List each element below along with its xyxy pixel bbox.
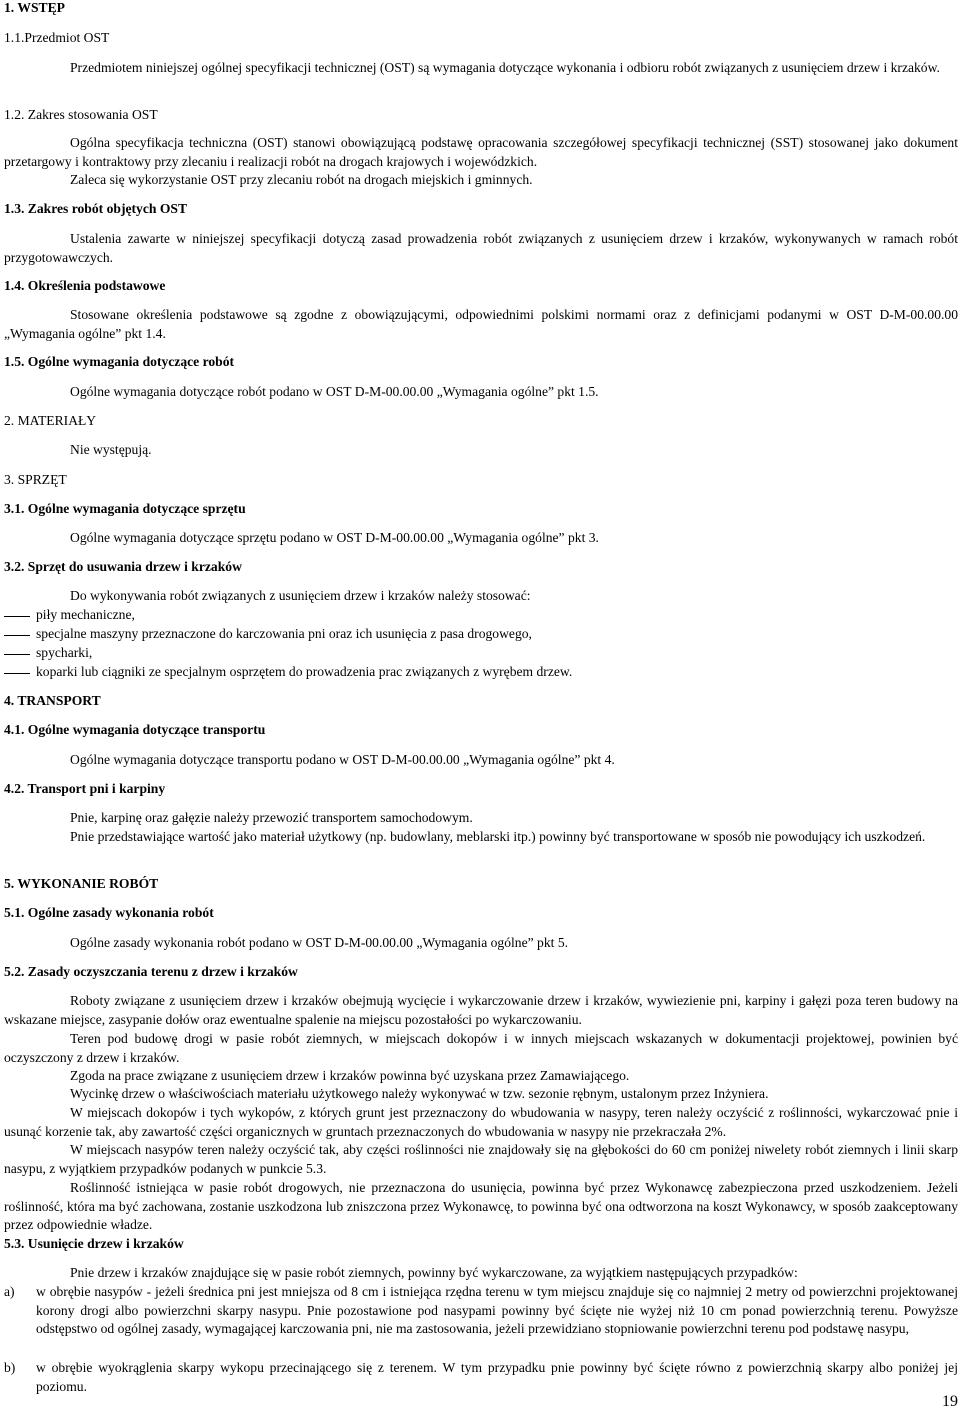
paragraph-zaleca: Zaleca się wykorzystanie OST przy zlecaniu robót na drogach miejskich i gminnych.	[70, 172, 533, 187]
heading-okreslenia: 1.4. Określenia podstawowe	[4, 278, 166, 293]
list-dash	[4, 673, 30, 674]
list-item: specjalne maszyny przeznaczone do karczowania pni oraz ich usunięcia z pasa drogowego,	[36, 626, 532, 641]
list-item: piły mechaniczne,	[36, 607, 135, 622]
list-dash	[4, 654, 30, 655]
paragraph-transport-pni-1: Pnie, karpinę oraz gałęzie należy przewozić transportem samochodowym.	[70, 810, 473, 825]
list-item: koparki lub ciągniki ze specjalnym osprzętem do prowadzenia prac związanych z wyrębem drzew.	[36, 664, 573, 679]
paragraph-oczyszczanie-3: Zgoda na prace związane z usunięciem drzew i krzaków powinna być uzyskana przez Zamawiającego.	[70, 1068, 630, 1083]
paragraph-oczyszczanie-7: Roślinność istniejąca w pasie robót drogowych, nie przeznaczona do usunięcia, powinna być przez Wykonawcę zabezpieczona przed uszkodzeniem. Jeżeli roślinność, która ma być zachowana, zostanie uszkodzona lub zniszczona przez Wykonawcę, to powinna być ona odtworzona na koszt Wykonawcy, w sposób zaakceptowany przez odpowiednie władze.	[4, 1180, 958, 1232]
heading-zasady-oczyszczania: 5.2. Zasady oczyszczania terenu z drzew i krzaków	[4, 964, 298, 979]
page-number: 19	[942, 1393, 958, 1410]
heading-transport: 4. TRANSPORT	[4, 693, 101, 708]
list-label-a: a)	[4, 1284, 15, 1299]
heading-ogolne-wymagania-sprzetu: 3.1. Ogólne wymagania dotyczące sprzętu	[4, 501, 246, 516]
paragraph-oczyszczanie-2: Teren pod budowę drogi w pasie robót ziemnych, w miejscach dokopów i w innych miejscach wskazanych w dokumentacji projektowej, powinien być oczyszczony z drzew i krzaków.	[4, 1031, 958, 1065]
heading-materialy: 2. MATERIAŁY	[4, 413, 97, 428]
paragraph-oczyszczanie-4: Wycinkę drzew o właściwościach materiału użytkowego należy wykonywać w tzw. sezonie rębnym, ustalonym przez Inżyniera.	[70, 1086, 769, 1101]
list-item-b: w obrębie wyokrąglenia skarpy wykopu przecinającego się z terenem. W tym przypadku pnie powinny być ścięte równo z powierzchnią skarpy albo poniżej jej poziomu.	[36, 1360, 958, 1394]
paragraph-usuniecie-drzew: Pnie drzew i krzaków znajdujące się w pasie robót ziemnych, powinny być wykarczowane, za wyjątkiem następujących przypadków:	[70, 1265, 798, 1280]
list-label-b: b)	[4, 1360, 16, 1375]
list-item-a: w obrębie nasypów - jeżeli średnica pni jest mniejsza od 8 cm i istniejąca rzędna terenu w tym miejscu znajduje się co najmniej 2 metry od powierzchni projektowanej korony drogi albo powierzchni skarpy nasypu. Pnie pozostawione pod nasypami powinny być ścięte nie wyżej niż 10 cm ponad powierzchnią terenu. Powyższe odstępstwo od ogólnej zasady, wymagającej karczowania pni, nie ma zastosowania, jeżeli przewidziano stopniowanie powierzchni terenu pod podstawę nasypu,	[36, 1284, 958, 1336]
heading-przedmiot-ost: 1.1.Przedmiot OST	[4, 30, 110, 45]
paragraph-transport-pni-2: Pnie przedstawiające wartość jako materiał użytkowy (np. budowlany, meblarski itp.) powinny być transportowane w sposób nie powodujący ich uszkodzeń.	[70, 829, 926, 844]
paragraph-zakres-robot: Ustalenia zawarte w niniejszej specyfikacji dotyczą zasad prowadzenia robót związanych z usunięciem drzew i krzaków, wykonywanych w ramach robót przygotowawczych.	[4, 231, 958, 265]
paragraph-przedmiot: Przedmiotem niniejszej ogólnej specyfikacji technicznej (OST) są wymagania dotyczące wykonania i odbioru robót związanych z usunięciem drzew i krzaków.	[70, 60, 940, 75]
heading-transport-pni: 4.2. Transport pni i karpiny	[4, 781, 166, 796]
paragraph-oczyszczanie-5: W miejscach dokopów i tych wykopów, z których grunt jest przeznaczony do wbudowania w nasypy, teren należy oczyścić z roślinności, wykarczować pnie i usunąć korzenie tak, aby zawartość części organicznych w gruntach przeznaczonych do wbudowania w nasypy nie przekraczała 2%.	[4, 1105, 958, 1139]
paragraph-oczyszczanie-6: W miejscach nasypów teren należy oczyścić tak, aby części roślinności nie znajdowały się na głębokości do 60 cm poniżej niwelety robót ziemnych i linii skarp nasypu, z wyjątkiem przypadków podanych w punkcie 5.3.	[4, 1142, 958, 1176]
paragraph-okreslenia: Stosowane określenia podstawowe są zgodne z obowiązującymi, odpowiednimi polskimi normami oraz z definicjami podanymi w OST D-M-00.00.00 „Wymagania ogólne” pkt 1.4.	[4, 307, 958, 341]
list-item: spycharki,	[36, 645, 93, 660]
heading-ogolne-wymagania-transportu: 4.1. Ogólne wymagania dotyczące transportu	[4, 722, 266, 737]
paragraph-ogolne-wymagania-transportu: Ogólne wymagania dotyczące transportu podano w OST D-M-00.00.00 „Wymagania ogólne” pkt 4.	[70, 752, 615, 767]
heading-zakres-stosowania: 1.2. Zakres stosowania OST	[4, 107, 158, 122]
heading-ogolne-wymagania-robot: 1.5. Ogólne wymagania dotyczące robót	[4, 354, 235, 369]
heading-usuniecie-drzew: 5.3. Usunięcie drzew i krzaków	[4, 1236, 184, 1251]
paragraph-zakres-stosowania: Ogólna specyfikacja techniczna (OST) stanowi obowiązującą podstawę opracowania szczegółowej specyfikacji technicznej (SST) stosowanej jako dokument przetargowy i kontraktowy przy zlecaniu i realizacji robót na drogach krajowych i wojewódzkich.	[4, 135, 958, 169]
heading-sprzet: 3. SPRZĘT	[4, 472, 67, 487]
paragraph-ogolne-zasady: Ogólne zasady wykonania robót podano w OST D-M-00.00.00 „Wymagania ogólne” pkt 5.	[70, 935, 569, 950]
heading-wstep: 1. WSTĘP	[4, 0, 65, 15]
paragraph-materialy: Nie występują.	[70, 442, 152, 457]
heading-zakres-robot: 1.3. Zakres robót objętych OST	[4, 201, 188, 216]
heading-ogolne-zasady: 5.1. Ogólne zasady wykonania robót	[4, 905, 214, 920]
paragraph-oczyszczanie-1: Roboty związane z usunięciem drzew i krzaków obejmują wycięcie i wykarczowanie drzew i krzaków, wywiezienie pni, karpiny i gałęzi poza teren budowy na wskazane miejsce, zasypanie dołów oraz ewentualne spalenie na miejscu pozostałości po wykarczowaniu.	[4, 993, 958, 1027]
list-dash	[4, 616, 30, 617]
heading-wykonanie-robot: 5. WYKONANIE ROBÓT	[4, 876, 159, 891]
paragraph-ogolne-wymagania-sprzetu: Ogólne wymagania dotyczące sprzętu podano w OST D-M-00.00.00 „Wymagania ogólne” pkt 3.	[70, 530, 599, 545]
paragraph-sprzet-usuwania: Do wykonywania robót związanych z usunięciem drzew i krzaków należy stosować:	[70, 588, 531, 603]
paragraph-ogolne-wymagania-robot: Ogólne wymagania dotyczące robót podano w OST D-M-00.00.00 „Wymagania ogólne” pkt 1.5.	[70, 384, 599, 399]
list-dash	[4, 635, 30, 636]
heading-sprzet-usuwania: 3.2. Sprzęt do usuwania drzew i krzaków	[4, 559, 242, 574]
